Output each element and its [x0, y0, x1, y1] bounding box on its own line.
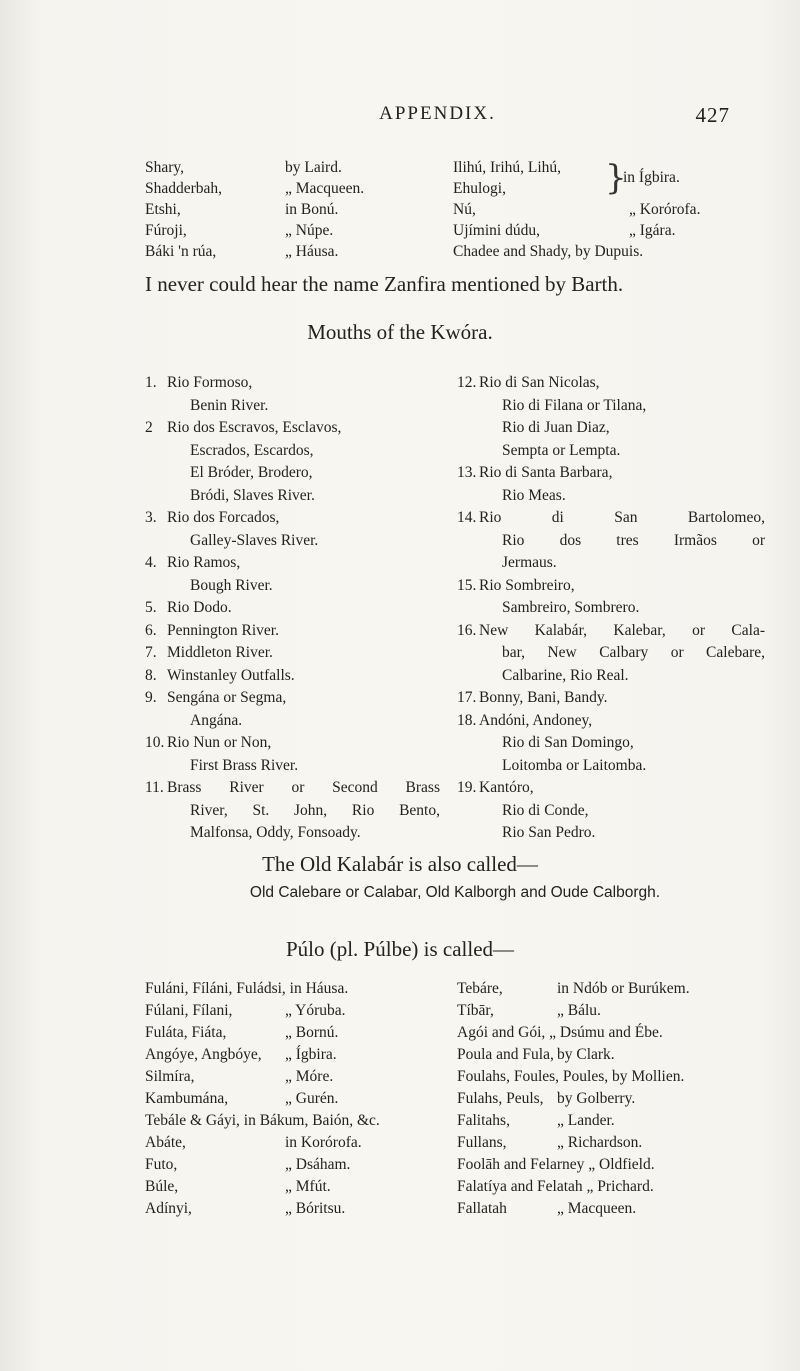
list-item — [145, 642, 440, 665]
item-text — [479, 507, 765, 575]
item-number: 8. — [145, 666, 157, 684]
item-line: bar, New Calbary or Calebare, — [502, 644, 765, 661]
language: „ Bornú. — [285, 1024, 339, 1041]
source: by Laird. — [285, 159, 342, 176]
language: „ Ígbira. — [285, 1046, 337, 1063]
item-text — [167, 620, 440, 643]
item-line: Rio di San Nicolas, — [479, 374, 600, 391]
item-line: Rio Nun or Non, — [167, 734, 272, 751]
place-name: Etshi, — [145, 201, 181, 218]
source-2: „ Igára. — [629, 222, 676, 239]
language: „ Yóruba. — [285, 1002, 346, 1019]
source: „ Núpe. — [285, 222, 334, 239]
source: in Bonú. — [285, 201, 339, 218]
item-line: Rio San Pedro. — [502, 824, 596, 841]
source: „ Háusa. — [285, 243, 339, 260]
running-head — [145, 103, 730, 127]
item-text — [479, 372, 765, 462]
name-variant-2: Fullans, — [457, 1134, 507, 1151]
item-text — [167, 732, 440, 777]
name-variant-2: Tebáre, — [457, 980, 503, 997]
item-line: Rio di San Bartolomeo, — [479, 509, 765, 526]
source: by Golberry. — [557, 1090, 636, 1107]
list-item — [457, 620, 765, 688]
list-item — [457, 687, 765, 710]
item-text — [479, 575, 765, 620]
item-line: Rio Ramos, — [167, 554, 241, 571]
item-line: Malfonsa, Oddy, Fonsoady. — [190, 824, 361, 841]
item-number: 14. — [457, 509, 477, 526]
item-line: First Brass River. — [190, 756, 299, 774]
item-line: Kantóro, — [479, 779, 534, 796]
item-number: 5. — [145, 599, 157, 616]
item-text — [167, 642, 440, 665]
name-variant-2: Falitahs, — [457, 1112, 510, 1129]
place-name: Shary, — [145, 159, 185, 176]
item-line: New Kalabár, Kalebar, or Cala- — [479, 621, 765, 639]
item-number: 4. — [145, 554, 157, 571]
barth-note: I never could hear the name Zanfira mentioned by Barth. — [145, 272, 624, 296]
item-line: Sempta or Lempta. — [502, 441, 621, 459]
item-line: Rio Meas. — [502, 486, 566, 504]
item-number: 9. — [145, 689, 157, 706]
source: by Clark. — [557, 1046, 615, 1063]
list-item — [145, 777, 440, 845]
item-number: 1. — [145, 374, 157, 391]
running-head-title: APPENDIX. — [379, 103, 496, 124]
item-number: 11. — [145, 779, 164, 796]
list-item — [457, 462, 765, 507]
language: in Korórofa. — [285, 1134, 362, 1151]
brace-glyph: } — [605, 158, 627, 198]
item-line: Galley-Slaves River. — [190, 531, 319, 549]
item-text — [167, 687, 440, 732]
language: „ Móre. — [285, 1068, 334, 1085]
name-variant-2: Foulahs, Foules, Poules, by Mollien. — [457, 1068, 685, 1085]
source: „ Macqueen. — [285, 180, 365, 197]
item-line: Calbarine, Rio Real. — [502, 666, 629, 684]
language: „ Mfút. — [285, 1178, 331, 1195]
item-text — [479, 710, 765, 778]
list-item — [457, 575, 765, 620]
list-item — [145, 507, 440, 552]
item-line: Rio dos tres Irmãos or — [502, 531, 765, 549]
item-text — [479, 462, 765, 507]
item-number: 6. — [145, 621, 157, 639]
list-item — [457, 777, 765, 845]
item-line: Rio dos Forcados, — [167, 509, 280, 526]
item-text — [167, 507, 440, 552]
item-text — [167, 597, 440, 620]
pulo-heading: Púlo (pl. Púlbe) is called— — [285, 937, 515, 961]
item-number: 13. — [457, 464, 477, 481]
language: „ Bóritsu. — [285, 1200, 346, 1217]
item-text — [479, 777, 765, 845]
item-line: Rio Formoso, — [167, 374, 253, 391]
item-number: 18. — [457, 711, 477, 729]
name-variant: Futo, — [145, 1156, 178, 1173]
mouths-heading: Mouths of the Kwóra. — [307, 320, 493, 344]
name-variant: Fúlani, Fílani, — [145, 1002, 233, 1019]
name-variant: Búle, — [145, 1178, 179, 1195]
name-variant-2: Tíbār, — [457, 1002, 494, 1019]
item-line: Andóni, Andoney, — [479, 711, 593, 729]
name-variant: Abáte, — [145, 1134, 186, 1151]
item-line: Rio di Filana or Tilana, — [502, 396, 647, 414]
item-number: 2 — [145, 419, 153, 436]
mouths-right-column — [457, 372, 765, 845]
language: „ Gurén. — [285, 1090, 339, 1107]
item-line: Brass River or Second Brass — [167, 779, 440, 796]
item-text — [167, 665, 440, 688]
place-name: Báki 'n rúa, — [145, 243, 217, 260]
source: in Ndób or Burúkem. — [557, 980, 690, 997]
list-item — [145, 552, 440, 597]
list-item — [145, 372, 440, 417]
place-name-2: Ehulogi, — [453, 180, 506, 197]
list-item — [145, 597, 440, 620]
item-text — [167, 552, 440, 597]
item-number: 3. — [145, 509, 157, 526]
name-variant: Fuláta, Fiáta, — [145, 1024, 227, 1041]
name-variant-2: Agói and Gói, „ Dsúmu and Ébe. — [457, 1024, 663, 1041]
name-variant: Tebále & Gáyi, in Bákum, Baión, &c. — [145, 1112, 380, 1129]
item-line: Pennington River. — [167, 621, 279, 639]
list-item — [457, 710, 765, 778]
language: „ Dsáham. — [285, 1156, 351, 1173]
item-line: Sambreiro, Sombrero. — [502, 599, 640, 616]
list-item — [145, 665, 440, 688]
item-text — [479, 687, 765, 710]
item-line: Bródi, Slaves River. — [190, 486, 315, 504]
item-line: Sengána or Segma, — [167, 689, 287, 706]
item-number: 10. — [145, 734, 165, 751]
item-text — [479, 620, 765, 688]
old-kalabar-names: Old Calebare or Calabar, Old Kalborgh and Oude Calborgh. — [249, 884, 661, 901]
source-2: „ Korórofa. — [629, 201, 701, 218]
item-line: Benin River. — [190, 396, 269, 414]
item-line: Rio di Juan Diaz, — [502, 419, 610, 436]
item-line: El Bróder, Brodero, — [190, 464, 313, 481]
source: „ Macqueen. — [557, 1200, 637, 1217]
place-name-2: Nú, — [453, 201, 476, 218]
name-variant-2: Fulahs, Peuls, — [457, 1090, 544, 1107]
source: „ Richardson. — [557, 1134, 643, 1151]
item-number: 16. — [457, 621, 477, 639]
list-item — [145, 732, 440, 777]
source: „ Bálu. — [557, 1002, 601, 1019]
item-line: River, St. John, Rio Bento, — [190, 801, 440, 819]
item-line: Middleton River. — [167, 644, 273, 661]
place-name-2: Ilihú, Irihú, Lihú, — [453, 159, 562, 176]
page-number: 427 — [695, 103, 730, 127]
item-number: 19. — [457, 779, 477, 796]
item-number: 17. — [457, 689, 477, 706]
item-line: Rio di Santa Barbara, — [479, 464, 613, 481]
list-item — [145, 417, 440, 507]
name-variant-2: Foolāh and Felarney „ Oldfield. — [457, 1156, 655, 1173]
place-name-2: Chadee and Shady, by Dupuis. — [453, 243, 644, 260]
item-line: Jermaus. — [502, 554, 557, 571]
name-variant-2: Poula and Fula, — [457, 1046, 554, 1063]
list-item — [145, 687, 440, 732]
source: „ Lander. — [557, 1112, 615, 1129]
name-variant-2: Falatíya and Felatah „ Prichard. — [457, 1178, 654, 1195]
item-line: Bough River. — [190, 576, 273, 594]
item-line: Rio di Conde, — [502, 801, 589, 819]
place-name: Fúroji, — [145, 222, 187, 239]
item-line: Rio dos Escravos, Esclavos, — [167, 419, 342, 436]
item-line: Bonny, Bani, Bandy. — [479, 689, 608, 706]
item-text — [167, 417, 440, 507]
item-text — [167, 777, 440, 845]
item-line: Winstanley Outfalls. — [167, 666, 295, 684]
name-variant-2: Fallatah — [457, 1200, 507, 1217]
name-variant: Kambumána, — [145, 1090, 229, 1107]
item-text — [167, 372, 440, 417]
name-variant: Adínyi, — [145, 1200, 192, 1217]
item-line: Loitomba or Laitomba. — [502, 756, 647, 774]
item-line: Rio di San Domingo, — [502, 734, 634, 751]
mouths-left-column — [145, 372, 440, 845]
item-line: Escrados, Escardos, — [190, 441, 314, 459]
old-kalabar-heading: The Old Kalabár is also called— — [262, 852, 538, 876]
name-variant: Silmíra, — [145, 1068, 195, 1085]
item-line: Angána. — [190, 711, 243, 729]
item-number: 15. — [457, 576, 477, 594]
name-variant: Fuláni, Fíláni, Fuládsi, in Háusa. — [145, 980, 349, 997]
item-line: Rio Dodo. — [167, 599, 232, 616]
brace-label: in Ígbira. — [623, 169, 680, 186]
place-name-2: Ujímini dúdu, — [453, 222, 540, 239]
list-item — [145, 620, 440, 643]
name-variant: Angóye, Angbóye, — [145, 1046, 262, 1063]
place-name: Shadderbah, — [145, 180, 223, 197]
list-item — [457, 372, 765, 462]
item-number: 12. — [457, 374, 477, 391]
list-item — [457, 507, 765, 575]
item-number: 7. — [145, 644, 157, 661]
item-line: Rio Sombreiro, — [479, 576, 575, 594]
